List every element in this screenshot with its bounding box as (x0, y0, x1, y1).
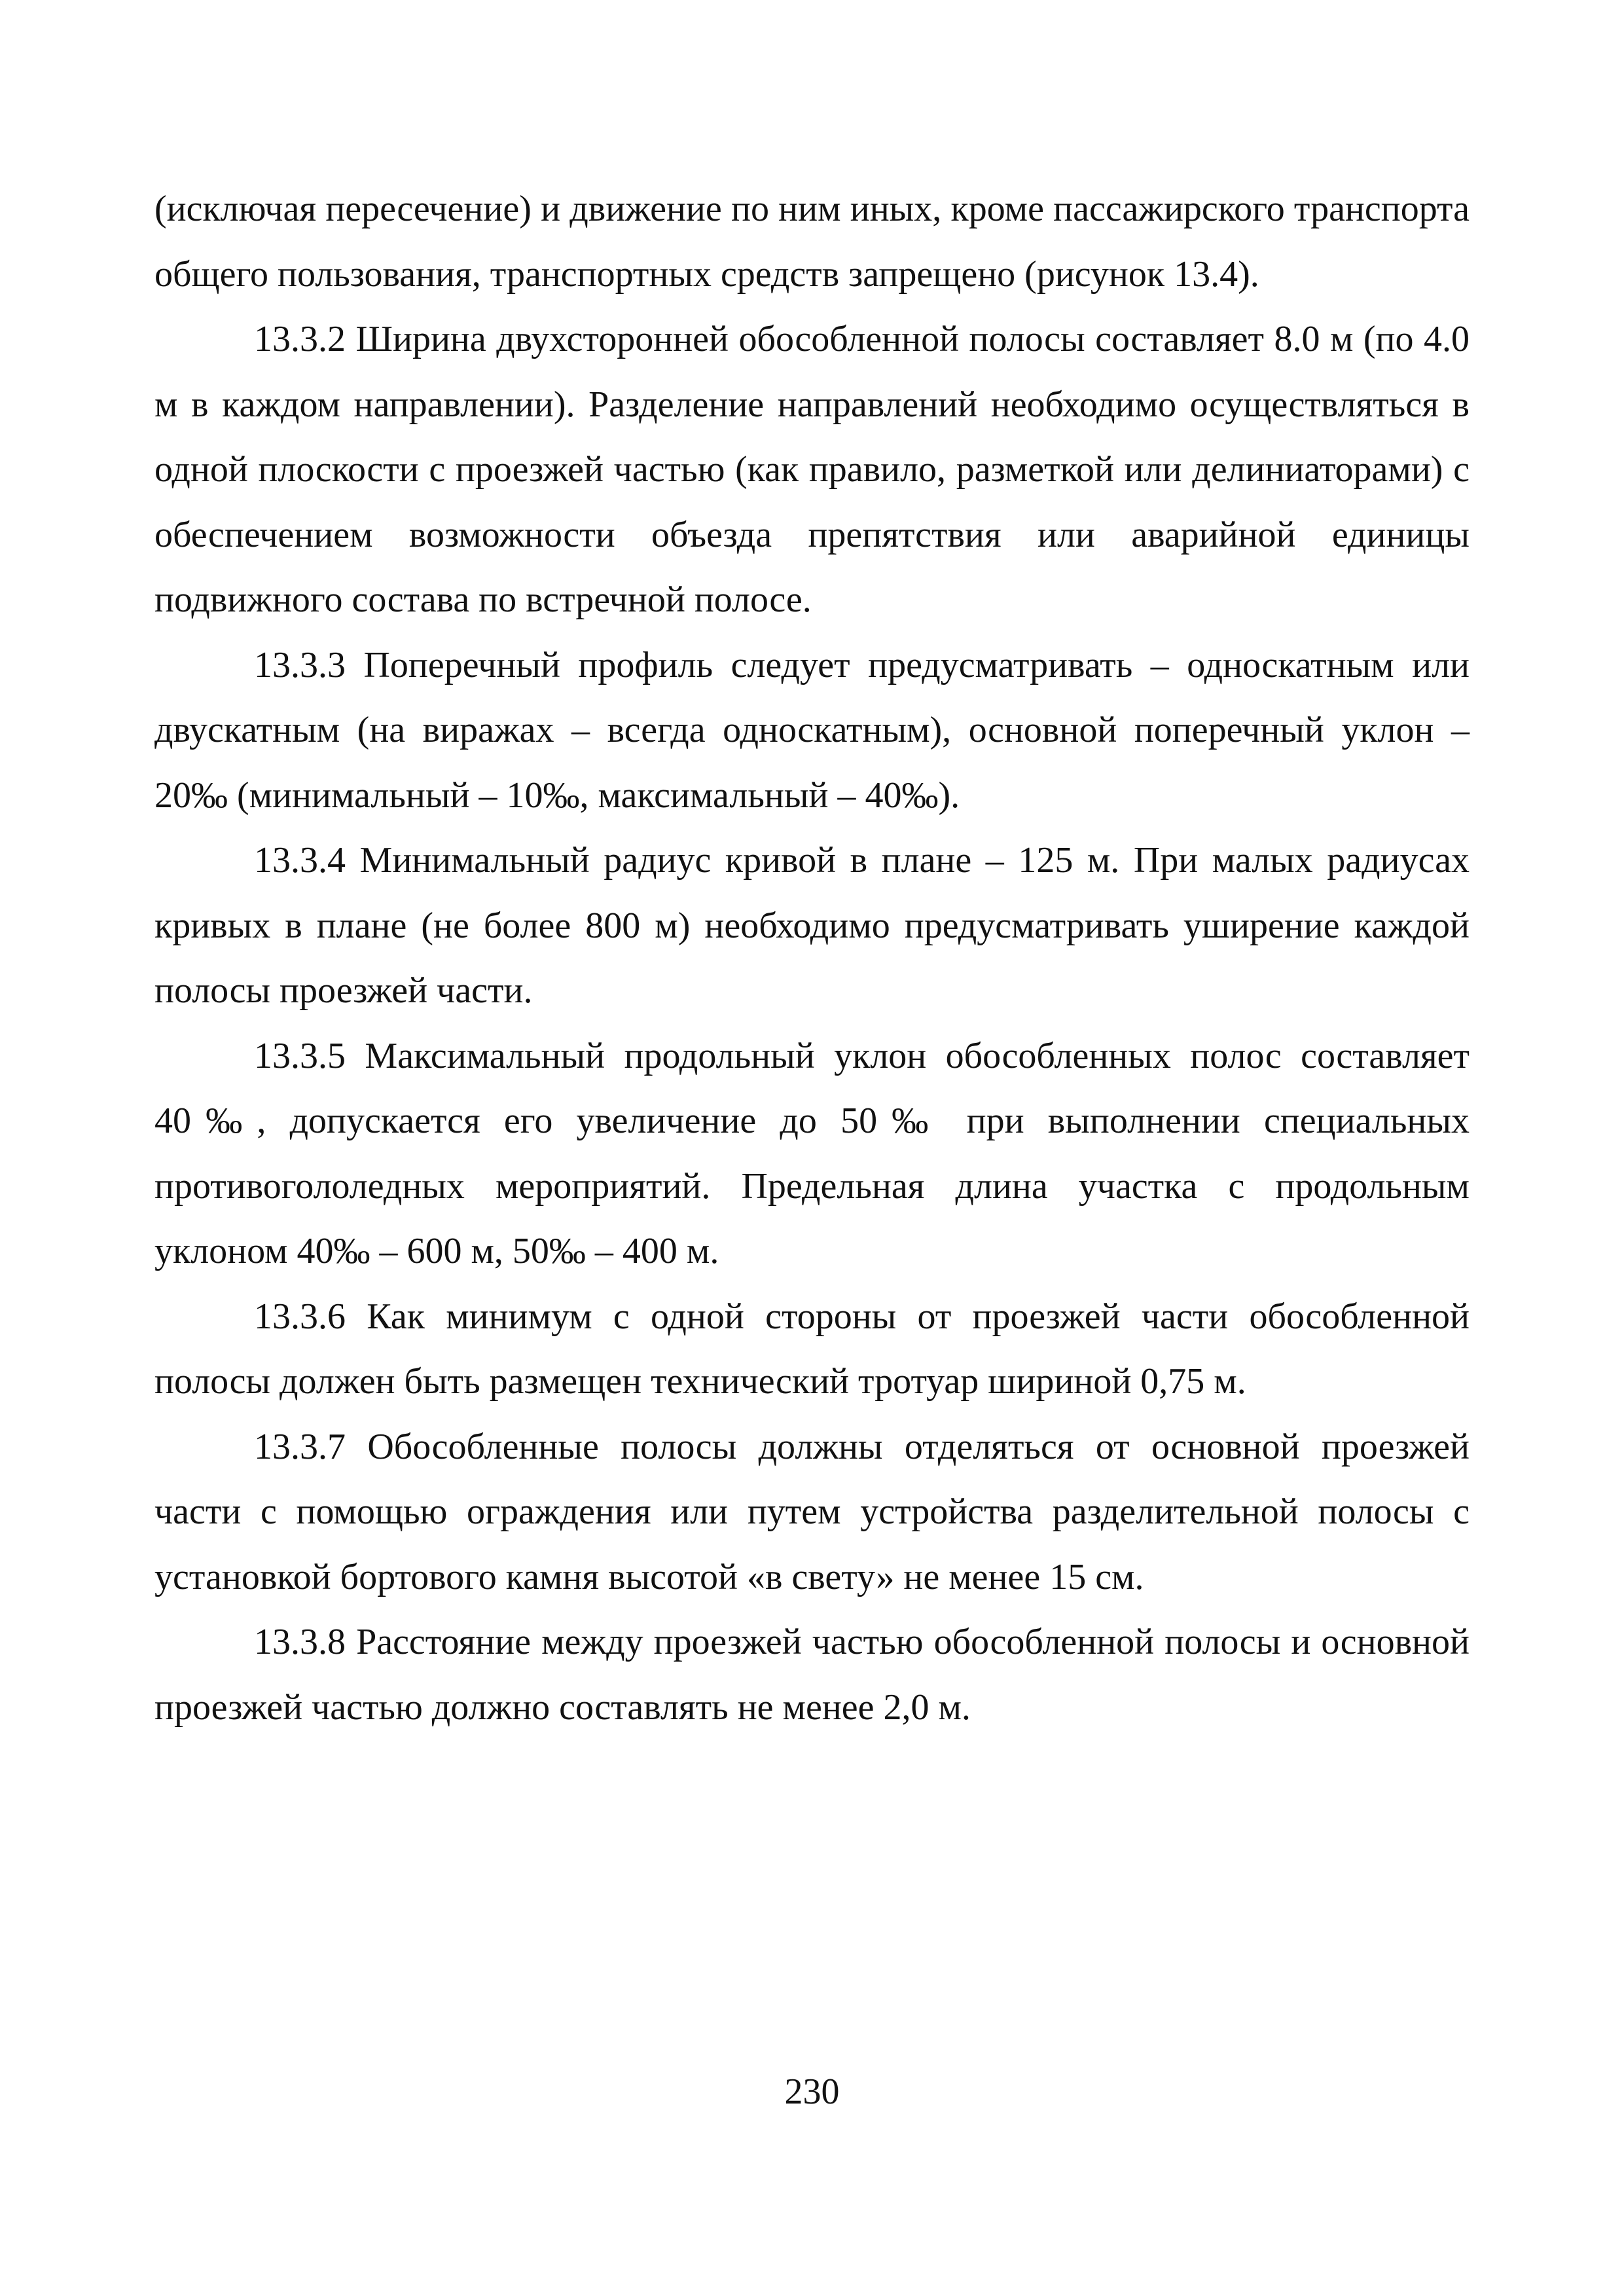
paragraph-13-3-2: 13.3.2 Ширина двухсторонней обособленной полосы составляет 8.0 м (по 4.0 м в каждом направлении). Разделение направлений необходимо осуществляться в одной плоскости с проезжей частью (как правило, разметкой или делиниаторами) с обеспечением возможности объезда препятствия или аварийной единицы подвижного состава по встречной полосе. (154, 319, 1470, 620)
paragraph-13-3-5: 13.3.5 Максимальный продольный уклон обособленных полос составляет 40‰, допускается его увеличение до 50‰ при выполнении специальных противогололедных мероприятий. Предельная длина участка с продольным уклоном 40‰ – 600 м, 50‰ – 400 м. (154, 1035, 1470, 1271)
page-number: 230 (784, 2071, 840, 2112)
paragraph-continuation: (исключая пересечение) и движение по ним иных, кроме пассажирского транспорта общего пользования, транспортных средств запрещено (рисунок 13.4). (154, 189, 1470, 295)
paragraph-13-3-4: 13.3.4 Минимальный радиус кривой в плане – 125 м. При малых радиусах кривых в плане (не более 800 м) необходимо предусматривать уширение каждой полосы проезжей части. (154, 840, 1470, 1011)
document-body (154, 177, 1470, 1740)
paragraph-13-3-7: 13.3.7 Обособленные полосы должны отделяться от основной проезжей части с помощью ограждения или путем устройства разделительной полосы с установкой бортового камня высотой «в свету» не менее 15 см. (154, 1426, 1470, 1597)
paragraph-13-3-8: 13.3.8 Расстояние между проезжей частью обособленной полосы и основной проезжей частью должно составлять не менее 2,0 м. (154, 1622, 1470, 1728)
paragraph-13-3-3: 13.3.3 Поперечный профиль следует предусматривать – односкатным или двускатным (на виражах – всегда односкатным), основной поперечный уклон – 20‰ (минимальный – 10‰, максимальный – 40‰). (154, 644, 1470, 816)
paragraph-13-3-6: 13.3.6 Как минимум с одной стороны от проезжей части обособленной полосы должен быть размещен технический тротуар шириной 0,75 м. (154, 1296, 1470, 1402)
